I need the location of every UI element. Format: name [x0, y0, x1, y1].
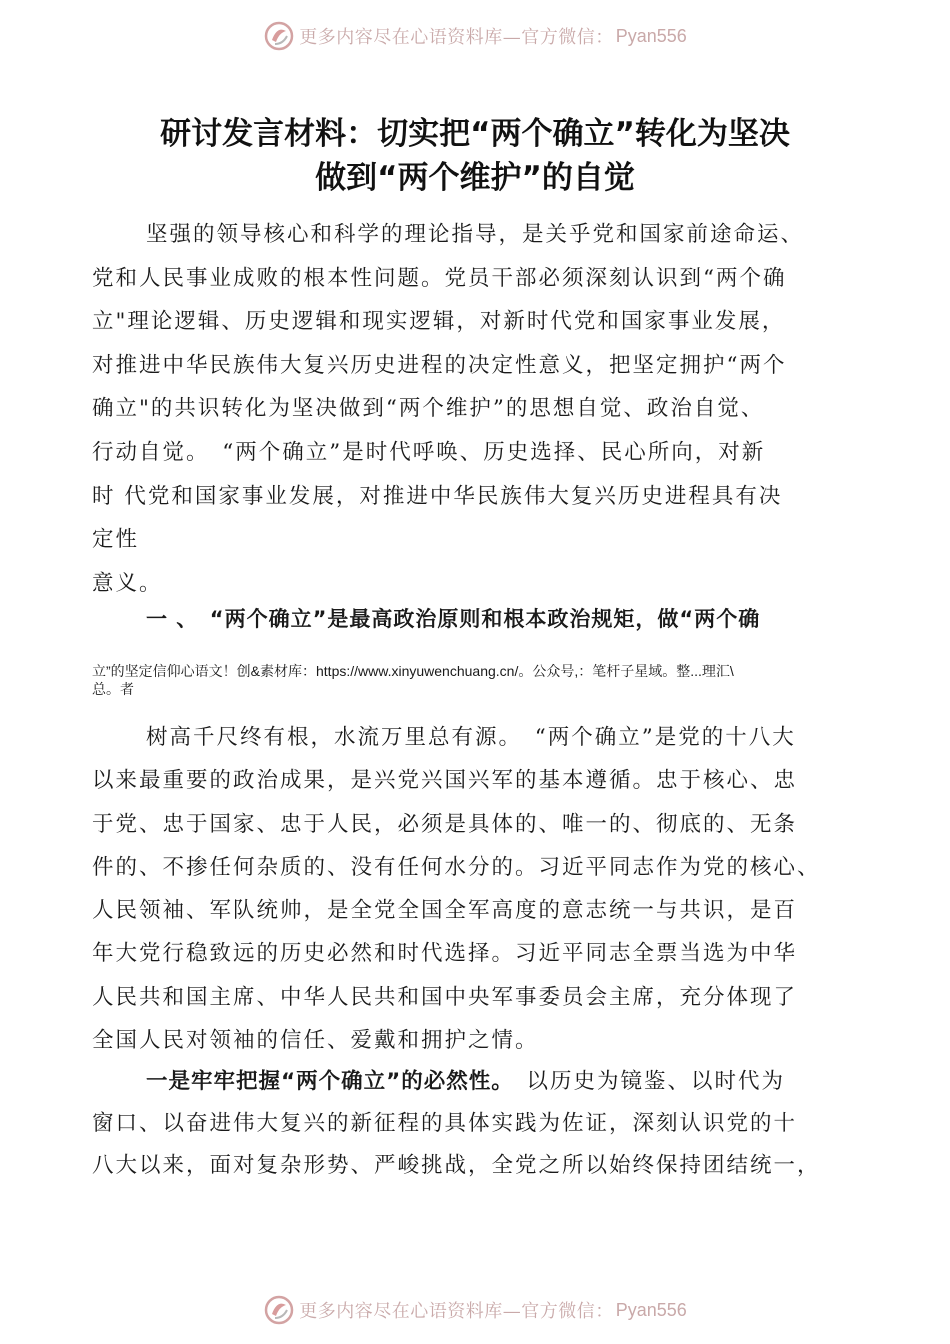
- header-watermark: [0, 16, 950, 56]
- text-line: 时 代党和国家事业发展，对推进中华民族伟大复兴历史进程具有决: [92, 483, 783, 509]
- body-paragraph: [92, 1061, 862, 1187]
- text-line: 树高千尺终有根，水流万里总有源。 “两个确立”是党的十八大: [146, 725, 796, 750]
- text-line: 窗口、以奋进伟大复兴的新征程的具体实践为佐证，深刻认识党的十: [92, 1111, 798, 1136]
- body-paragraph: [92, 716, 862, 1062]
- text-line: 人民领袖、军队统帅，是全党全国全军高度的意志统一与共识，是百: [92, 898, 798, 924]
- point-lead-bold: 一是牢牢把握“两个确立”的必然性。: [146, 1069, 504, 1094]
- intro-paragraph: [92, 213, 862, 605]
- text-line: 八大以来，面对复杂形势、严峻挑战，全党之所以始终保持团结统一，: [92, 1153, 821, 1178]
- text-line: 坚强的领导核心和科学的理论指导，是关乎党和国家前途命运、: [146, 222, 805, 247]
- text-line: 对推进中华民族伟大复兴历史进程的决定性意义，把坚定拥护“两个: [92, 352, 787, 378]
- footer-watermark: [0, 1290, 950, 1330]
- section-heading: 一 、 “两个确立”是最高政治原则和根本政治规矩，做“两个确: [146, 607, 761, 631]
- text-line: 件的、不掺任何杂质的、没有任何水分的。习近平同志作为党的核心、: [92, 854, 821, 880]
- text-line: 定性: [92, 527, 140, 553]
- watermark-wechat-id: Pyan556: [615, 25, 687, 46]
- note-line: 总。者: [92, 681, 134, 697]
- text-line: [92, 1061, 862, 1103]
- point-lead-rest: 以历史为镜鉴、以时代为: [503, 1069, 786, 1094]
- note-line: 立”的坚定信仰心语文！创&素材库：https://www.xinyuwenchuang.cn/。公众号,：笔杆子星域。整...理汇\: [92, 663, 734, 679]
- text-line: 人民共和国主席、中华人民共和国中央军事委员会主席，充分体现了: [92, 984, 798, 1010]
- text-line: 立"理论逻辑、历史逻辑和现实逻辑，对新时代党和国家事业发展，: [92, 309, 786, 335]
- text-line: 全国人民对领袖的信任、爱戴和拥护之情。: [92, 1028, 539, 1054]
- text-line: 行动自觉。 “两个确立”是时代呼唤、历史选择、民心所向，对新: [92, 439, 766, 465]
- text-line: 年大党行稳致远的历史必然和时代选择。习近平同志全票当选为中华: [92, 941, 798, 967]
- text-line: 于党、忠于国家、忠于人民，必须是具体的、唯一的、彻底的、无条: [92, 811, 798, 837]
- title-line: 研讨发言材料：切实把“两个确立”转化为坚决: [160, 116, 790, 152]
- text-line: 确立"的共识转化为坚决做到“两个维护”的思想自觉、政治自觉、: [92, 396, 765, 422]
- title-line: 做到“两个维护”的自觉: [315, 160, 635, 196]
- watermark-text: 更多内容尽在心语资料库—官方微信：: [299, 1301, 614, 1322]
- watermark-wechat-id: Pyan556: [615, 1299, 687, 1320]
- swirl-logo-icon: [263, 20, 295, 52]
- text-line: 意义。: [92, 570, 163, 596]
- text-line: 党和人民事业成败的根本性问题。党员干部必须深刻认识到“两个确: [92, 265, 787, 291]
- watermark-text: 更多内容尽在心语资料库—官方微信：: [299, 27, 614, 48]
- text-line: 以来最重要的政治成果，是兴党兴国兴军的基本遵循。忠于核心、忠: [92, 768, 798, 794]
- source-note: [92, 662, 872, 698]
- document-title: [60, 112, 890, 200]
- swirl-logo-icon: [263, 1294, 295, 1326]
